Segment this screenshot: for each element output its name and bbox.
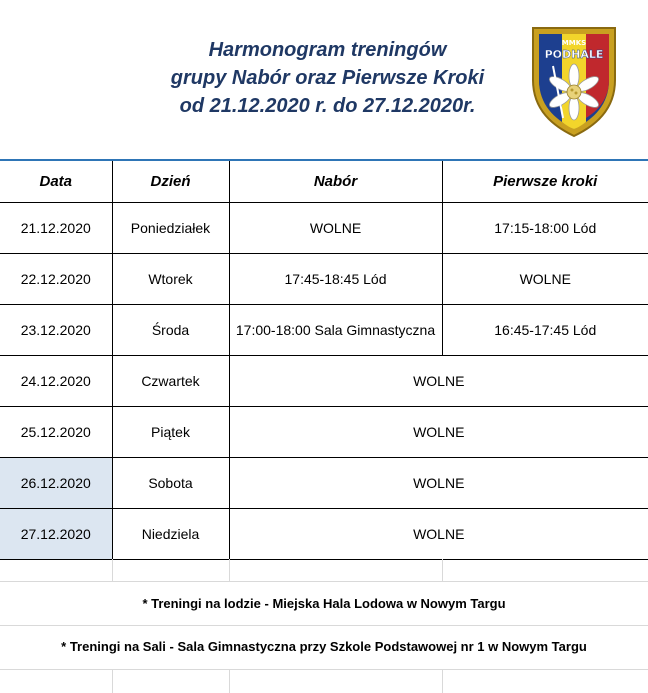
column-header-pierwsze-kroki: Pierwsze kroki: [442, 160, 648, 203]
gridline: [229, 559, 230, 581]
table-header-row: [0, 160, 648, 203]
table-row: [0, 254, 648, 305]
date-cell: 22.12.2020: [0, 254, 112, 305]
schedule-table: [0, 159, 648, 560]
table-row: [0, 356, 648, 407]
podhale-club-logo: [529, 22, 619, 138]
divider: [0, 581, 648, 582]
page-title: [100, 36, 555, 120]
empty-grid-row: [0, 670, 648, 693]
merged-status-cell: WOLNE: [229, 407, 648, 458]
title-line-3: od 21.12.2020 r. do 27.12.2020r.: [179, 95, 476, 117]
empty-grid-row: [0, 559, 648, 581]
date-cell: 25.12.2020: [0, 407, 112, 458]
day-cell: Wtorek: [112, 254, 229, 305]
day-cell: Sobota: [112, 458, 229, 509]
day-cell: Środa: [112, 305, 229, 356]
note-gym-training: * Treningi na Sali - Sala Gimnastyczna przy Szkole Podstawowej nr 1 w Nowym Targu: [61, 639, 587, 654]
table-row: [0, 407, 648, 458]
date-cell: 24.12.2020: [0, 356, 112, 407]
nabor-cell: 17:00-18:00 Sala Gimnastyczna: [229, 305, 442, 356]
date-cell-weekend: 27.12.2020: [0, 509, 112, 560]
nabor-cell: WOLNE: [229, 203, 442, 254]
merged-status-cell: WOLNE: [229, 509, 648, 560]
column-header-date: Data: [0, 160, 112, 203]
date-cell-weekend: 26.12.2020: [0, 458, 112, 509]
day-cell: Piątek: [112, 407, 229, 458]
pierwsze-kroki-cell: WOLNE: [442, 254, 648, 305]
day-cell: Niedziela: [112, 509, 229, 560]
date-cell: 21.12.2020: [0, 203, 112, 254]
logo-text-top: MMKS: [561, 39, 587, 47]
day-cell: Czwartek: [112, 356, 229, 407]
pierwsze-kroki-cell: 17:15-18:00 Lód: [442, 203, 648, 254]
note-ice-training: * Treningi na lodzie - Miejska Hala Lodowa w Nowym Targu: [142, 596, 506, 611]
pierwsze-kroki-cell: 16:45-17:45 Lód: [442, 305, 648, 356]
gridline: [112, 559, 113, 581]
table-row: [0, 203, 648, 254]
title-line-2: grupy Nabór oraz Pierwsze Kroki: [170, 67, 485, 89]
column-header-day: Dzień: [112, 160, 229, 203]
table-row: [0, 509, 648, 560]
divider: [0, 625, 648, 626]
gridline: [442, 670, 443, 693]
merged-status-cell: WOLNE: [229, 356, 648, 407]
gridline: [112, 670, 113, 693]
merged-status-cell: WOLNE: [229, 458, 648, 509]
column-header-nabor: Nabór: [229, 160, 442, 203]
title-line-1: Harmonogram treningów: [208, 39, 447, 61]
table-row: [0, 458, 648, 509]
document-header: [0, 0, 648, 160]
day-cell: Poniedziałek: [112, 203, 229, 254]
nabor-cell: 17:45-18:45 Lód: [229, 254, 442, 305]
gridline: [442, 559, 443, 581]
gridline: [229, 670, 230, 693]
table-row: [0, 305, 648, 356]
logo-text-main: PODHALE: [544, 48, 604, 61]
date-cell: 23.12.2020: [0, 305, 112, 356]
